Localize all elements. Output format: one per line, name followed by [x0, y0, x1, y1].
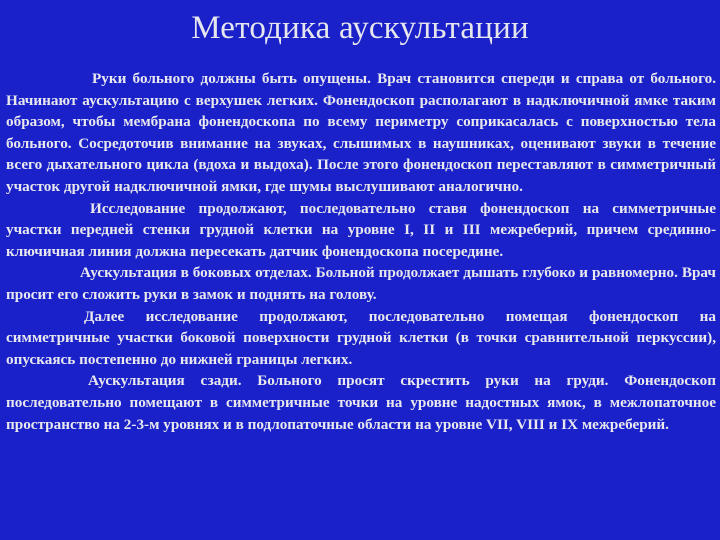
slide-body	[6, 68, 716, 435]
paragraph-lateral-sections: Аускультация в боковых отделах. Больной продолжает дышать глубоко и равномерно. Врач просит его сложить руки в замок и поднять на голову.	[6, 264, 716, 303]
paragraph-upper-lungs: Руки больного должны быть опущены. Врач становится спереди и справа от больного. Начинают аускультацию с верхушек легких. Фонендоскоп располагают в надключичной ямке таким образом, чтобы мембрана фонендоскопа по всему периметру соприкасалась с поверхностью тела больного. Сосредоточив внимание на звуках, слышимых в наушниках, оценивают звуки в течение всего дыхательного цикла (вдоха и выдоха). После этого фонендоскоп переставляют в симметричный участок другой надключичной ямки, где шумы выслушивают аналогично.	[6, 70, 716, 195]
paragraph-lateral-surface: Далее исследование продолжают, последовательно помещая фонендоскоп на симметричные участки боковой поверхности грудной клетки (в точки сравнительной перкуссии), опускаясь постепенно до нижней границы легких.	[6, 307, 716, 368]
paragraph-anterior-wall: Исследование продолжают, последовательно ставя фонендоскоп на симметричные участки передней стенки грудной клетки на уровне I, II и III межреберий, причем срединно-ключичная линия должна пересекать датчик фонендоскопа посередине.	[6, 199, 716, 260]
paragraph-posterior: Аускультация сзади. Больного просят скрестить руки на груди. Фонендоскоп последовательно помещают в симметричные точки на уровне надостных ямок, в межлопаточное пространство на 2-3-м уровнях и в подлопаточные области на уровне VII, VIII и IX межреберий.	[6, 372, 716, 433]
slide-title: Методика аускультации	[191, 10, 529, 46]
